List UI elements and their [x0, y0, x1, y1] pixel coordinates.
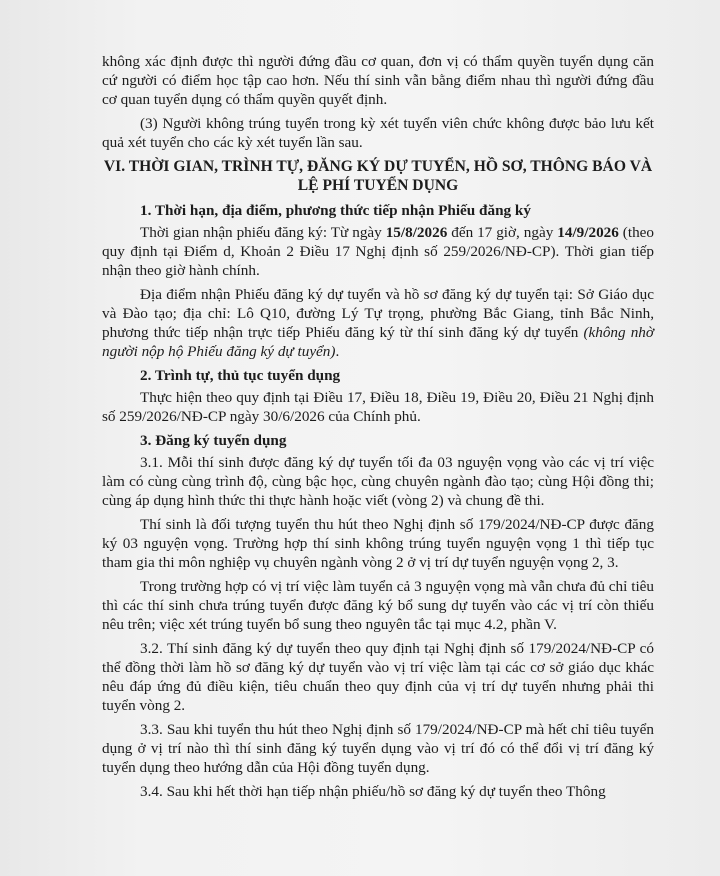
paragraph-supplement: Trong trường hợp có vị trí việc làm tuyển cả 3 nguyện vọng mà vẫn chưa đủ chỉ tiêu thì các thí sinh chưa trúng tuyển được đăng ký bổ sung dự tuyển vào các vị trí còn thiếu nêu trên; việc xét trúng tuyển bổ sung theo nguyên tắc tại mục 4.2, phần V. — [102, 578, 654, 633]
paragraph-no-reserve: (3) Người không trúng tuyển trong kỳ xét tuyển viên chức không được bảo lưu kết quả xét tuyển cho các kỳ xét tuyển lần sau. — [102, 115, 654, 151]
document-body — [102, 52, 654, 806]
paragraph-attraction: Thí sinh là đối tượng tuyển thu hút theo Nghị định số 179/2024/NĐ-CP được đăng ký 03 nguyện vọng. Trường hợp thí sinh không trúng tuyển nguyện vọng 1 thì tiếp tục tham gia thi môn nghiệp vụ chuyên ngành vòng 2 ở vị trí dự tuyển nguyện vọng 2, 3. — [102, 516, 654, 571]
paragraph-tie-break: không xác định được thì người đứng đầu cơ quan, đơn vị có thẩm quyền tuyển dụng căn cứ người có điểm học tập cao hơn. Nếu thí sinh vẫn bằng điểm nhau thì người đứng đầu cơ quan tuyển dụng có thẩm quyền quyết định. — [102, 53, 654, 108]
end-date: 14/9/2026 — [557, 224, 619, 241]
paragraph-registration-time: Thời gian nhận phiếu đăng ký: Từ ngày 15/8/2026 đến 17 giờ, ngày 14/9/2026 (theo quy định tại Điểm d, Khoản 2 Điều 17 Nghị định số 259/2026/NĐ-CP). Thời gian tiếp nhận theo giờ hành chính. — [102, 224, 654, 279]
paragraph-procedure: Thực hiện theo quy định tại Điều 17, Điều 18, Điều 19, Điều 20, Điều 21 Nghị định số 259/2026/NĐ-CP ngày 30/6/2026 của Chính phủ. — [102, 389, 654, 425]
heading-3: 3. Đăng ký tuyển dụng — [140, 432, 287, 449]
paragraph-3-4: 3.4. Sau khi hết thời hạn tiếp nhận phiếu/hồ sơ đăng ký dự tuyển theo Thông — [140, 783, 606, 800]
heading-2: 2. Trình tự, thủ tục tuyển dụng — [140, 367, 341, 384]
paragraph-3-1: 3.1. Mỗi thí sinh được đăng ký dự tuyển tối đa 03 nguyện vọng vào các vị trí việc làm có cùng cùng trình độ, cùng bậc học, cùng chuyên ngành đào tạo; cùng Hội đồng thi; cùng áp dụng hình thức thi thực hành hoặc viết (vòng 2) và chung đề thi. — [102, 454, 654, 509]
section-title: VI. THỜI GIAN, TRÌNH TỰ, ĐĂNG KÝ DỰ TUYỂN, HỒ SƠ, THÔNG BÁO VÀ LỆ PHÍ TUYỂN DỤNG — [103, 158, 653, 194]
heading-1: 1. Thời hạn, địa điểm, phương thức tiếp nhận Phiếu đăng ký — [140, 202, 531, 219]
paragraph-location: Địa điểm nhận Phiếu đăng ký dự tuyển và hồ sơ đăng ký dự tuyển tại: Sở Giáo dục và Đào tạo; địa chỉ: Lô Q10, đường Lý Tự trọng, phường Bắc Giang, tỉnh Bắc Ninh, phương thức tiếp nhận trực tiếp Phiếu đăng ký từ thí sinh đăng ký dự tuyển (không nhờ người nộp hộ Phiếu đăng ký dự tuyển). — [102, 286, 654, 360]
location-note: (không nhờ người nộp hộ Phiếu đăng ký dự tuyển) — [102, 324, 654, 360]
paragraph-3-3: 3.3. Sau khi tuyển thu hút theo Nghị định số 179/2024/NĐ-CP mà hết chỉ tiêu tuyển dụng ở vị trí nào thì thí sinh đăng ký tuyển dụng vào vị trí đó có thể đổi vị trí đăng ký tuyển dụng theo hướng dẫn của Hội đồng tuyển dụng. — [102, 721, 654, 776]
paragraph-3-2: 3.2. Thí sinh đăng ký dự tuyển theo quy định tại Nghị định số 179/2024/NĐ-CP có thể đồng thời làm hồ sơ đăng ký dự tuyển vào vị trí việc làm tại các cơ sở giáo dục khác nêu đáp ứng đủ điều kiện, tiêu chuẩn theo quy định của vị trí dự tuyển nhưng phải thi tuyển vòng 2. — [102, 640, 654, 714]
start-date: 15/8/2026 — [385, 224, 448, 241]
